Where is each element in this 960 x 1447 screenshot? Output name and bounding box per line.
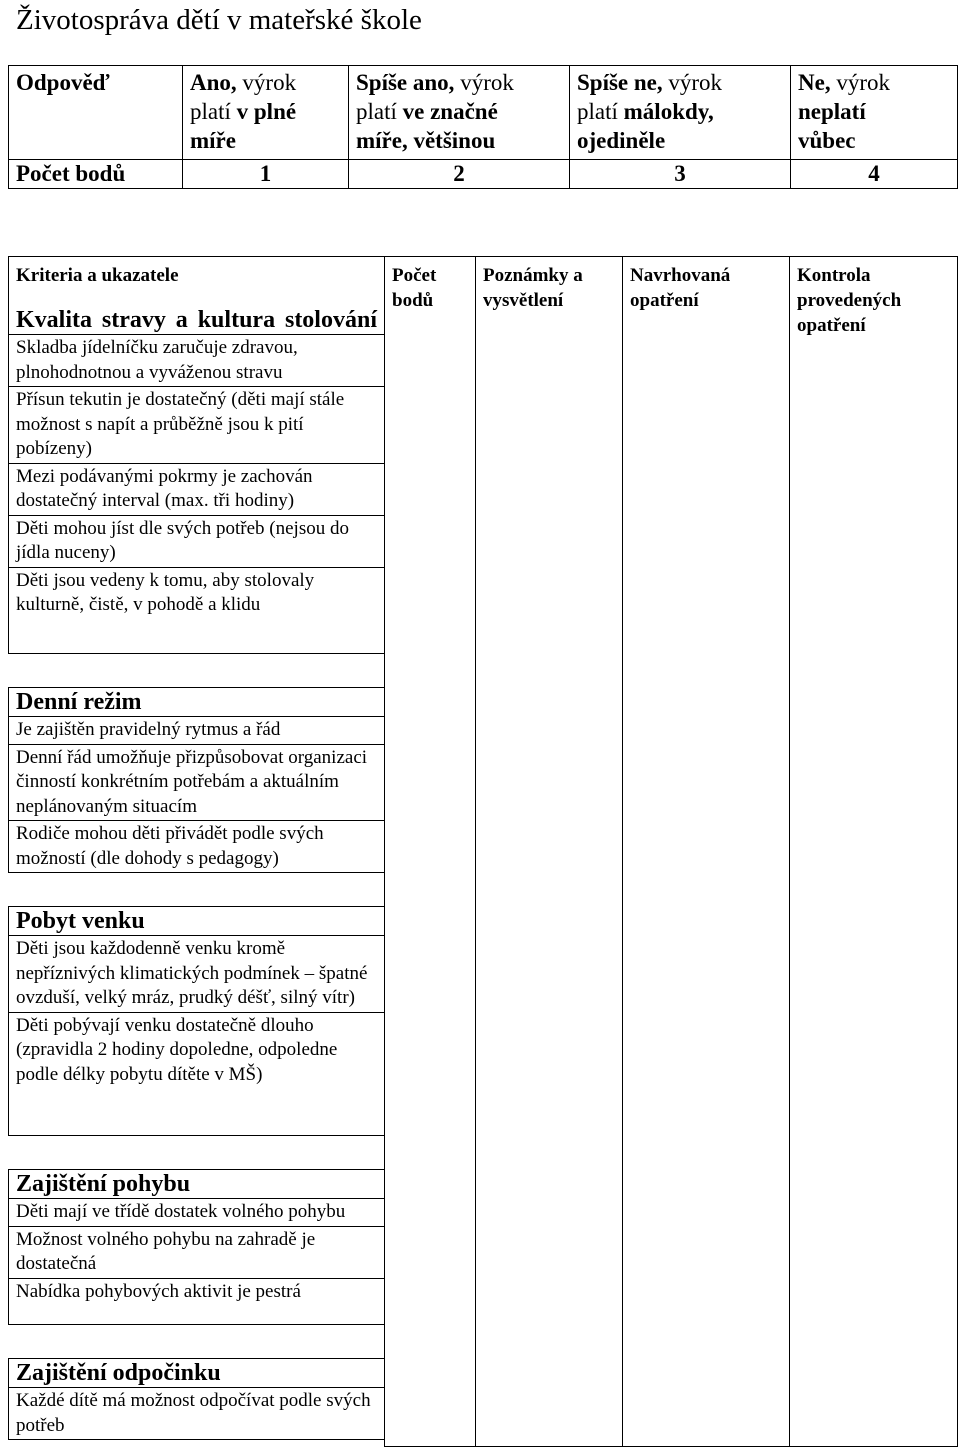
section-title: Zajištění pohybu — [16, 1171, 191, 1197]
criteria-section-rest — [9, 1359, 385, 1440]
points-value: 2 — [349, 160, 570, 189]
criteria-item: Skladba jídelníčku zaručuje zdravou, plnohodnotnou a vyváženou stravu — [9, 334, 384, 386]
col-control: Kontrola provedených opatření — [790, 257, 958, 1447]
criteria-item: Děti jsou každodenně venku kromě nepříznivých klimatických podmínek – špatné ovzduší, velký mráz, prudký déšť, silný vítr) — [9, 935, 384, 1012]
criteria-table — [8, 256, 958, 1447]
section-spacer — [9, 1325, 385, 1359]
criteria-item: Děti pobývají venku dostatečně dlouho (zpravidla 2 hodiny dopoledne, odpoledne podle délky pobytu dítěte v MŠ) — [9, 1012, 384, 1089]
col-measures: Navrhovaná opatření — [623, 257, 790, 1447]
criteria-item: Každé dítě má možnost odpočívat podle svých potřeb — [9, 1387, 384, 1439]
col-points: Počet bodů — [385, 257, 476, 1447]
section-spacer — [9, 873, 385, 907]
points-value: 4 — [791, 160, 958, 189]
criteria-item: Děti jsou vedeny k tomu, aby stolovaly kulturně, čistě, v pohodě a klidu — [9, 567, 384, 619]
section-spacer — [9, 1136, 385, 1170]
section-spacer — [9, 654, 385, 688]
answer-label: Odpověď — [9, 66, 183, 160]
criteria-item: Rodiče mohou děti přivádět podle svých možností (dle dohody s pedagogy) — [9, 820, 384, 872]
points-label: Počet bodů — [9, 160, 183, 189]
option-yes: Ano, výrok platí v plné míře — [183, 66, 349, 160]
col-notes: Poznámky a vysvětlení — [476, 257, 623, 1447]
option-no: Ne, výrok neplatí vůbec — [791, 66, 958, 160]
page-title: Životospráva dětí v mateřské škole — [16, 4, 422, 36]
criteria-item: Děti mají ve třídě dostatek volného pohybu — [9, 1198, 384, 1226]
col-criteria-header: Kriteria a ukazatele — [16, 265, 179, 286]
criteria-item: Je zajištěn pravidelný rytmus a řád — [9, 716, 384, 744]
criteria-section-outdoor — [9, 907, 385, 1136]
criteria-item: Nabídka pohybových aktivit je pestrá — [9, 1278, 384, 1306]
criteria-item: Přísun tekutin je dostatečný (děti mají stále možnost s napít a průběžně jsou k pití pobízeny) — [9, 386, 384, 463]
option-rather-yes: Spíše ano, výrok platí ve značné míře, většinou — [349, 66, 570, 160]
section-title: Denní režim — [16, 689, 142, 715]
criteria-section-daily-routine — [9, 688, 385, 873]
criteria-section-movement — [9, 1170, 385, 1325]
points-value: 3 — [570, 160, 791, 189]
option-rather-no: Spíše ne, výrok platí málokdy, ojediněle — [570, 66, 791, 160]
criteria-item: Možnost volného pohybu na zahradě je dostatečná — [9, 1226, 384, 1278]
criteria-item: Mezi podávanými pokrmy je zachován dostatečný interval (max. tři hodiny) — [9, 463, 384, 515]
criteria-section-nutrition — [9, 257, 385, 654]
points-value: 1 — [183, 160, 349, 189]
criteria-item: Děti mohou jíst dle svých potřeb (nejsou do jídla nuceny) — [9, 515, 384, 567]
answer-scale-table — [8, 65, 958, 189]
section-title: Pobyt venku — [16, 908, 145, 934]
section-title: Zajištění odpočinku — [16, 1360, 221, 1386]
criteria-item: Denní řád umožňuje přizpůsobovat organizaci činností konkrétním potřebám a aktuálním neplánovaným situacím — [9, 744, 384, 821]
section-title: Kvalita stravy a kultura stolování — [16, 307, 377, 333]
